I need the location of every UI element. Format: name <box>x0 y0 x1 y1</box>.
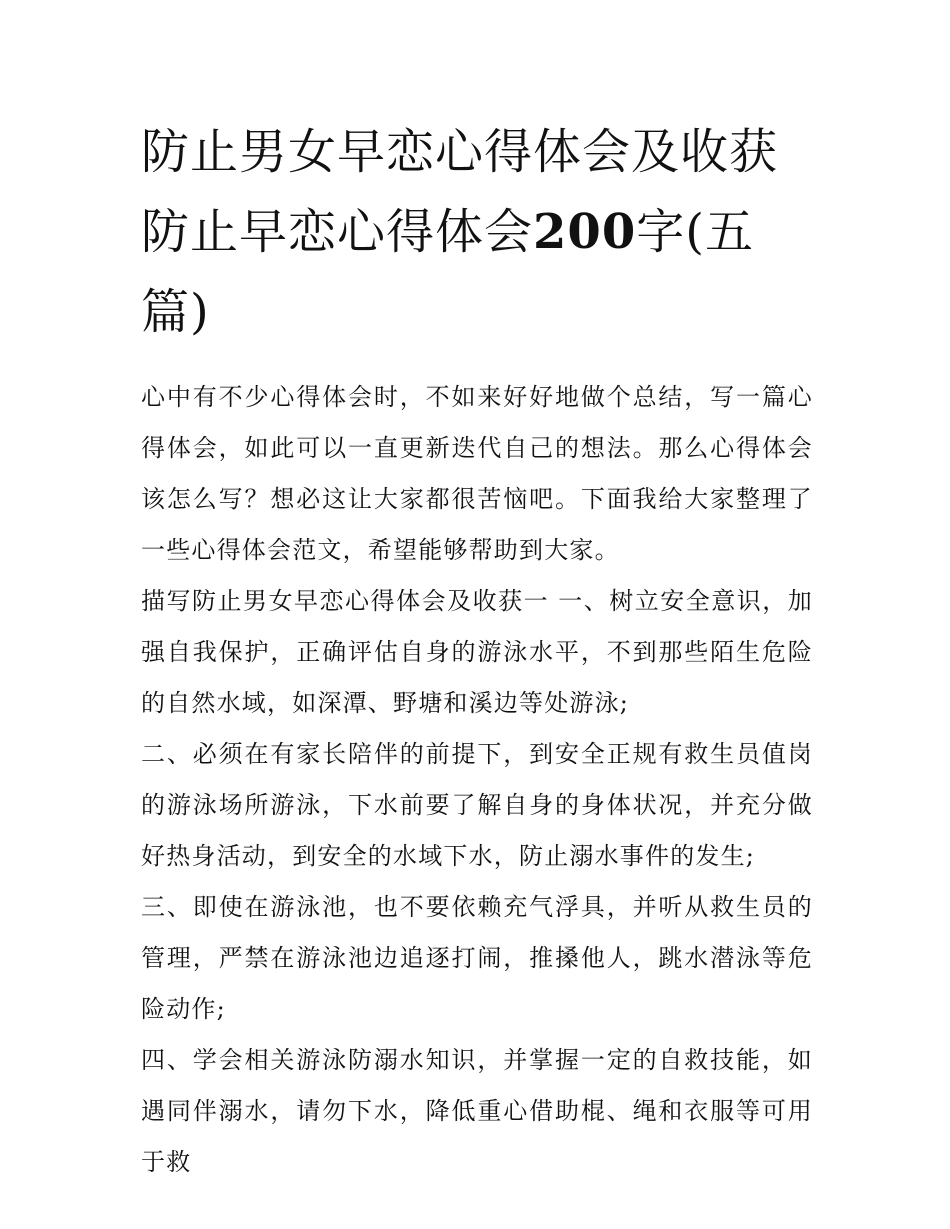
document-page <box>141 112 813 1188</box>
title-text-part1: 防止男女早恋心得体会及收获防止早恋心得体会 <box>141 124 779 260</box>
title-text-part2: 字(五篇) <box>141 204 754 340</box>
title-number: 200 <box>533 204 637 260</box>
paragraph-intro: 心中有不少心得体会时，不如来好好地做个总结，写一篇心得体会，如此可以一直更新迭代自己的想法。那么心得体会该怎么写？想必这让大家都很苦恼吧。下面我给大家整理了一些心得体会范文，希望能够帮助到大家。 <box>141 383 813 564</box>
document-body <box>141 372 813 1188</box>
paragraph-point-4: 四、学会相关游泳防溺水知识，并掌握一定的自救技能，如遇同伴溺水，请勿下水，降低重心借助棍、绳和衣服等可用于救 <box>141 1046 813 1176</box>
document-title <box>141 112 813 352</box>
paragraph-point-1: 描写防止男女早恋心得体会及收获一 一、树立安全意识，加强自我保护，正确评估自身的游泳水平，不到那些陌生危险的自然水域，如深潭、野塘和溪边等处游泳; <box>141 587 813 717</box>
paragraph-point-3: 三、即使在游泳池，也不要依赖充气浮具，并听从救生员的管理，严禁在游泳池边追逐打闹，推搡他人，跳水潜泳等危险动作; <box>141 893 813 1023</box>
paragraph-point-2: 二、必须在有家长陪伴的前提下，到安全正规有救生员值岗的游泳场所游泳，下水前要了解自身的身体状况，并充分做好热身活动，到安全的水域下水，防止溺水事件的发生; <box>141 740 813 870</box>
